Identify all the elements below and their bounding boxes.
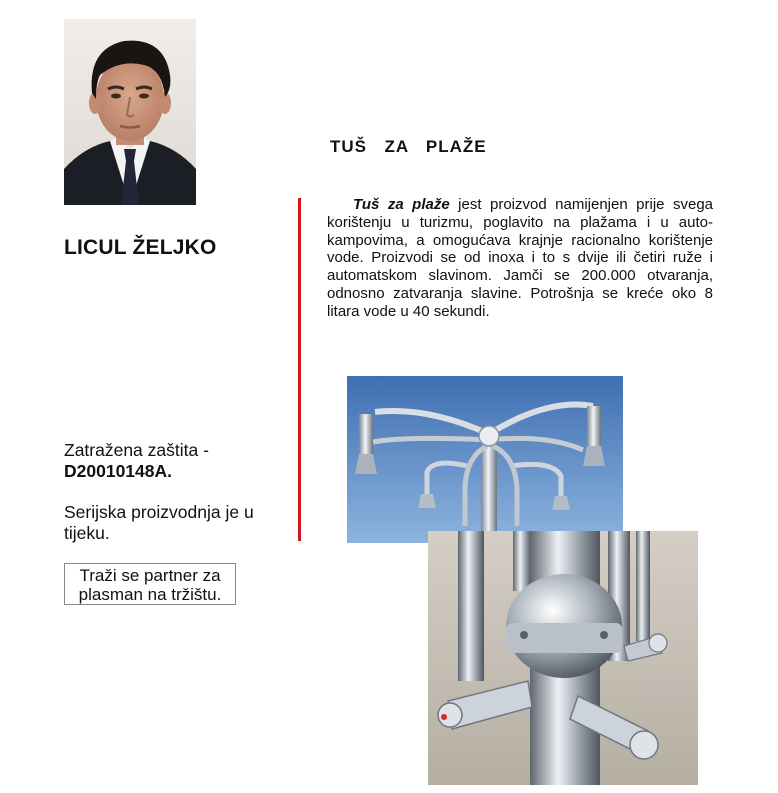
product-description (327, 196, 713, 321)
product-title: TUŠ ZA PLAŽE (330, 137, 487, 156)
description-lead: Tuš za plaže (353, 196, 450, 213)
production-status: Serijska proizvodnja je u tijeku. (64, 502, 254, 543)
partner-notice-box: Traži se partner za plasman na tržištu. (64, 563, 236, 605)
description-body: jest proizvod namijenjen prije svega korištenju u turizmu, poglavito na plažama i u auto-kampovima, a omogućava krajnje racionalno korištenje vode. Proizvodi se od inoxa i to s dvije ili četiri ruže i automatskom slavinom. Jamči se 200.000 otvaranja, odnosno zatvaranja slavine. Potrošnja se kreće oko 8 litara vode u 40 sekundi. (327, 196, 714, 320)
product-photo-closeup (428, 531, 698, 785)
protection-label: Zatražena zaštita - (64, 440, 209, 460)
patent-number: D20010148A. (64, 461, 172, 481)
vertical-divider (298, 198, 301, 541)
patent-protection (64, 440, 209, 482)
author-name: LICUL ŽELJKO (64, 236, 217, 259)
author-portrait (64, 19, 196, 205)
product-photo-sky (347, 376, 623, 543)
